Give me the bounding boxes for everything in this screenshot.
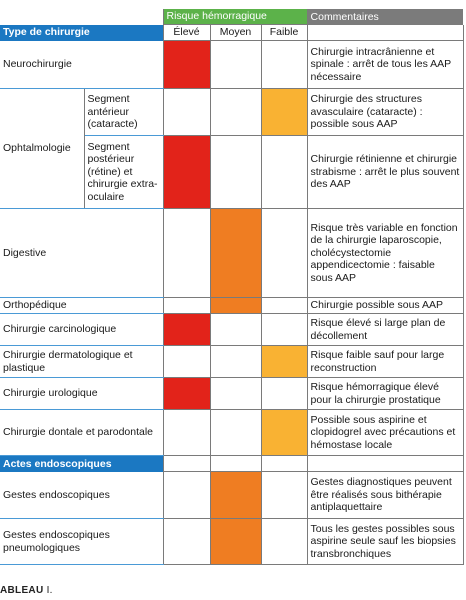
comments-blank	[307, 25, 463, 41]
surgery-bleeding-risk-table	[0, 9, 464, 565]
risk-cell-medium	[210, 378, 261, 410]
risk-cell-medium	[210, 410, 261, 456]
section-blank-comment	[307, 456, 463, 472]
row-sublabel: Segment antérieur (cataracte)	[84, 89, 163, 136]
table-row	[0, 314, 463, 346]
col-high-header: Élevé	[163, 25, 210, 41]
section-blank-cell	[163, 456, 210, 472]
risk-cell-high	[163, 410, 210, 456]
risk-cell-high	[163, 89, 210, 136]
risk-cell-low	[261, 472, 307, 519]
section-blank-cell	[261, 456, 307, 472]
risk-cell-low	[261, 136, 307, 209]
risk-cell-low	[261, 519, 307, 565]
row-comment: Risque élevé si large plan de décollement	[307, 314, 463, 346]
table-row	[0, 41, 463, 89]
risk-cell-medium	[210, 41, 261, 89]
risk-cell-medium	[210, 314, 261, 346]
risk-cell-low	[261, 209, 307, 298]
risk-cell-high	[163, 519, 210, 565]
table-row	[0, 298, 463, 314]
risk-cell-medium	[210, 346, 261, 378]
row-label: Orthopédique	[0, 298, 163, 314]
row-label: Chirurgie dontale et parodontale	[0, 410, 163, 456]
risk-cell-medium	[210, 136, 261, 209]
risk-cell-medium	[210, 298, 261, 314]
risk-cell-high	[163, 314, 210, 346]
row-comment: Chirurgie rétinienne et chirurgie strabisme : arrêt le plus souvent des AAP	[307, 136, 463, 209]
comments-header: Commentaires	[307, 9, 463, 25]
risk-cell-medium	[210, 472, 261, 519]
row-comment: Chirurgie intracrânienne et spinale : arrêt de tous les AAP nécessaire	[307, 41, 463, 89]
row-label: Chirurgie urologique	[0, 378, 163, 410]
row-sublabel: Segment postérieur (rétine) et chirurgie extra-oculaire	[84, 136, 163, 209]
risk-cell-low	[261, 298, 307, 314]
table-row	[0, 472, 463, 519]
table-row	[0, 346, 463, 378]
risk-cell-medium	[210, 209, 261, 298]
caption-number: I.	[46, 585, 53, 596]
actes-endoscopiques-header: Actes endoscopiques	[0, 456, 163, 472]
section-header-row	[0, 25, 463, 41]
row-comment: Risque très variable en fonction de la chirurgie laparoscopie, cholécystectomie appendicectomie : faisable sous AAP	[307, 209, 463, 298]
col-low-header: Faible	[261, 25, 307, 41]
risk-cell-high	[163, 136, 210, 209]
risk-cell-high	[163, 346, 210, 378]
row-label: Neurochirurgie	[0, 41, 163, 89]
risk-cell-low	[261, 314, 307, 346]
row-label: Ophtalmologie	[0, 89, 84, 209]
table-row	[0, 410, 463, 456]
risk-cell-medium	[210, 89, 261, 136]
row-label: Digestive	[0, 209, 163, 298]
row-label: Chirurgie carcinologique	[0, 314, 163, 346]
risk-cell-medium	[210, 519, 261, 565]
section-header-row	[0, 456, 463, 472]
col-medium-header: Moyen	[210, 25, 261, 41]
risk-cell-low	[261, 378, 307, 410]
header-group-row	[0, 9, 463, 25]
header-blank	[0, 9, 163, 25]
row-comment: Tous les gestes possibles sous aspirine seule sauf les biopsies transbronchiques	[307, 519, 463, 565]
table-caption	[0, 585, 53, 596]
row-comment: Risque hémorragique élevé pour la chirurgie prostatique	[307, 378, 463, 410]
row-comment: Risque faible sauf pour large reconstruction	[307, 346, 463, 378]
section-blank-cell	[210, 456, 261, 472]
table-row	[0, 378, 463, 410]
risk-group-header: Risque hémorragique	[163, 9, 307, 25]
risk-cell-high	[163, 472, 210, 519]
risk-cell-low	[261, 89, 307, 136]
table-row	[0, 209, 463, 298]
row-comment: Chirurgie des structures avasculaire (cataracte) : possible sous AAP	[307, 89, 463, 136]
risk-cell-high	[163, 298, 210, 314]
row-comment: Gestes diagnostiques peuvent être réalisés sous bithérapie antiplaquettaire	[307, 472, 463, 519]
row-label: Gestes endoscopiques pneumologiques	[0, 519, 163, 565]
row-label: Gestes endoscopiques	[0, 472, 163, 519]
risk-cell-high	[163, 378, 210, 410]
caption-prefix: ABLEAU	[0, 585, 44, 596]
risk-cell-high	[163, 209, 210, 298]
row-comment: Possible sous aspirine et clopidogrel avec précautions et hémostase locale	[307, 410, 463, 456]
type-de-chirurgie-header: Type de chirurgie	[0, 25, 163, 41]
risk-cell-low	[261, 41, 307, 89]
table-row	[0, 89, 463, 136]
risk-cell-low	[261, 346, 307, 378]
row-label: Chirurgie dermatologique et plastique	[0, 346, 163, 378]
table-row	[0, 519, 463, 565]
risk-cell-high	[163, 41, 210, 89]
risk-cell-low	[261, 410, 307, 456]
row-comment: Chirurgie possible sous AAP	[307, 298, 463, 314]
